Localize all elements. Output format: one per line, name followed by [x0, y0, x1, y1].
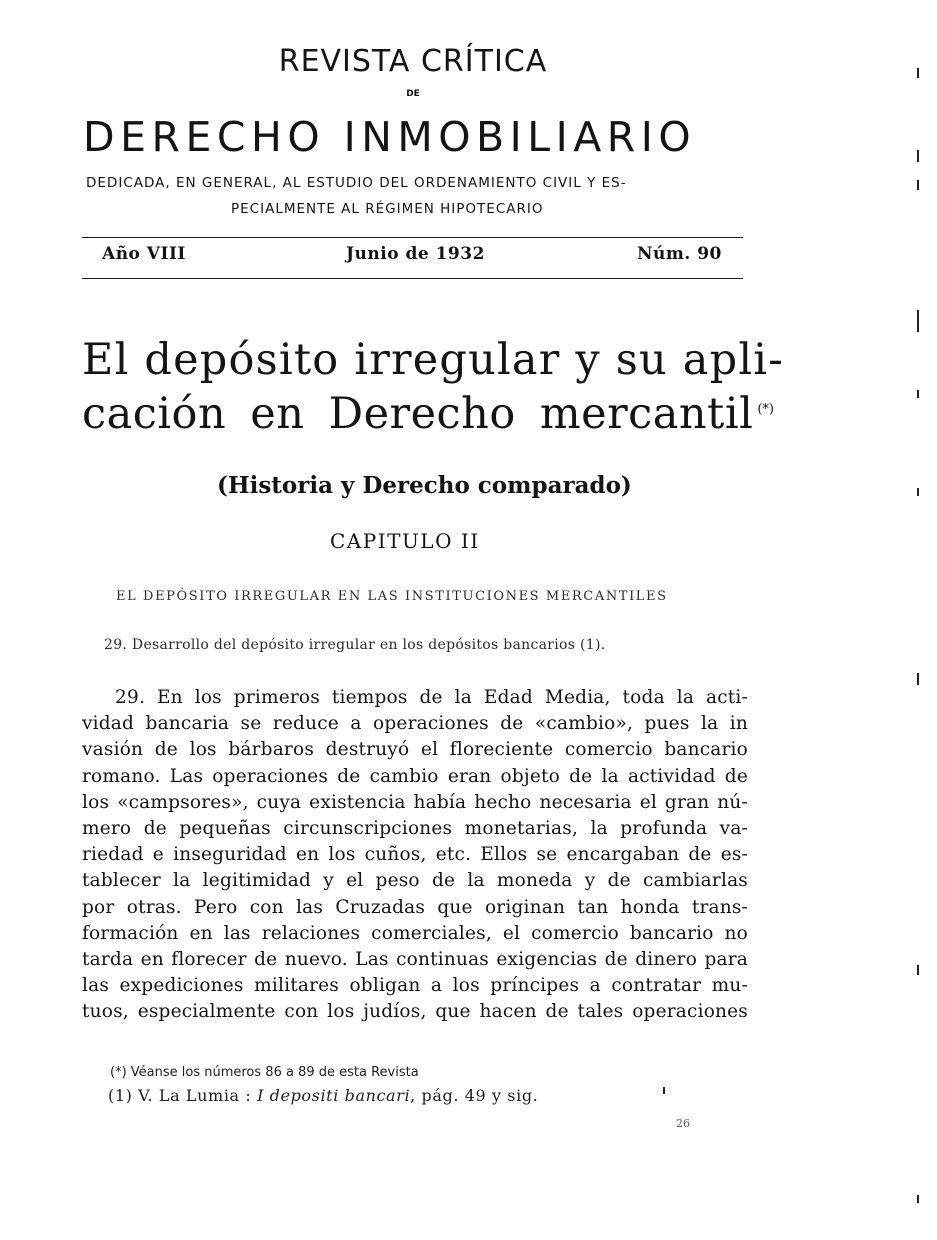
scan-speck [917, 68, 919, 78]
scan-speck [917, 488, 919, 496]
issue-rule-top [82, 237, 743, 238]
body-line: vasión de los bárbaros destruyó el floreciente comercio bancario [82, 739, 748, 761]
article-title-line-2-text: cación en Derecho mercantil [82, 389, 754, 439]
title-footnote-marker: (*) [757, 402, 775, 417]
body-line: por otras. Pero con las Cruzadas que originan tan honda trans- [82, 896, 748, 918]
body-line: los «campsores», cuya existencia había hecho necesaria el gran nú- [82, 791, 748, 813]
body-line: tablecer la legitimidad y el peso de la moneda y de cambiarlas [82, 870, 748, 892]
section-title: EL DEPÓSITO IRREGULAR EN LAS INSTITUCIONES MERCANTILES [116, 589, 668, 604]
body-line: mero de pequeñas circunscripciones monetarias, la profunda va- [82, 818, 748, 840]
scan-speck [917, 673, 919, 685]
issue-date: Junio de 1932 [346, 244, 485, 264]
scan-speck [917, 965, 919, 975]
body-paragraph [82, 685, 748, 1026]
footnote-1-prefix: (1) V. La Lumia : [108, 1086, 258, 1105]
journal-title: REVISTA CRÍTICA [278, 44, 548, 79]
scan-speck [917, 180, 919, 190]
body-line: vidad bancaria se reduce a operaciones de «cambio», pues la in [82, 713, 748, 735]
issue-year: Año VIII [102, 244, 186, 264]
scan-speck [917, 390, 919, 398]
scan-speck [663, 1087, 665, 1094]
scan-speck [917, 150, 919, 162]
body-line: formación en las relaciones comerciales, el comercio bancario no [82, 922, 748, 944]
subsection-heading: 29. Desarrollo del depósito irregular en los depósitos bancarios (1). [104, 637, 606, 653]
chapter-heading: CAPITULO II [330, 529, 480, 553]
body-line: 29. En los primeros tiempos de la Edad Media, toda la acti- [115, 687, 748, 708]
body-line: riedad e inseguridad en los cuños, etc. Ellos se encargaban de es- [82, 844, 748, 866]
body-line: tuos, especialmente con los judíos, que hacen de tales operaciones [82, 1001, 748, 1023]
scan-speck [917, 1195, 919, 1203]
article-title-line-1: El depósito irregular y su apli- [82, 335, 784, 385]
footnote-1-work-title: I depositi bancari [257, 1086, 411, 1105]
article-title-line-2 [82, 387, 782, 441]
journal-subject: DERECHO INMOBILIARIO [83, 113, 697, 161]
footnote-star: (*) Véanse los números 86 a 89 de esta Revista [110, 1065, 419, 1080]
body-line: tarda en florecer de nuevo. Las continuas exigencias de dinero para [82, 949, 748, 971]
article-title [82, 333, 782, 441]
journal-title-connector: DE [406, 89, 420, 99]
article-subtitle: (Historia y Derecho comparado) [217, 472, 632, 499]
footnote-1-suffix: , pág. 49 y sig. [410, 1086, 539, 1105]
journal-dedication-line-2: PECIALMENTE AL RÉGIMEN HIPOTECARIO [231, 201, 544, 217]
body-line: las expediciones militares obligan a los príncipes a contratar mu- [82, 975, 748, 997]
scan-speck [917, 310, 919, 332]
journal-dedication-line-1: DEDICADA, EN GENERAL, AL ESTUDIO DEL ORDENAMIENTO CIVIL Y ES- [86, 175, 627, 191]
body-line: romano. Las operaciones de cambio eran objeto de la actividad de [82, 765, 748, 787]
page-number: 26 [676, 1117, 690, 1130]
issue-number: Núm. 90 [637, 244, 722, 264]
issue-rule-bottom [82, 278, 743, 279]
footnote-1 [108, 1086, 538, 1105]
